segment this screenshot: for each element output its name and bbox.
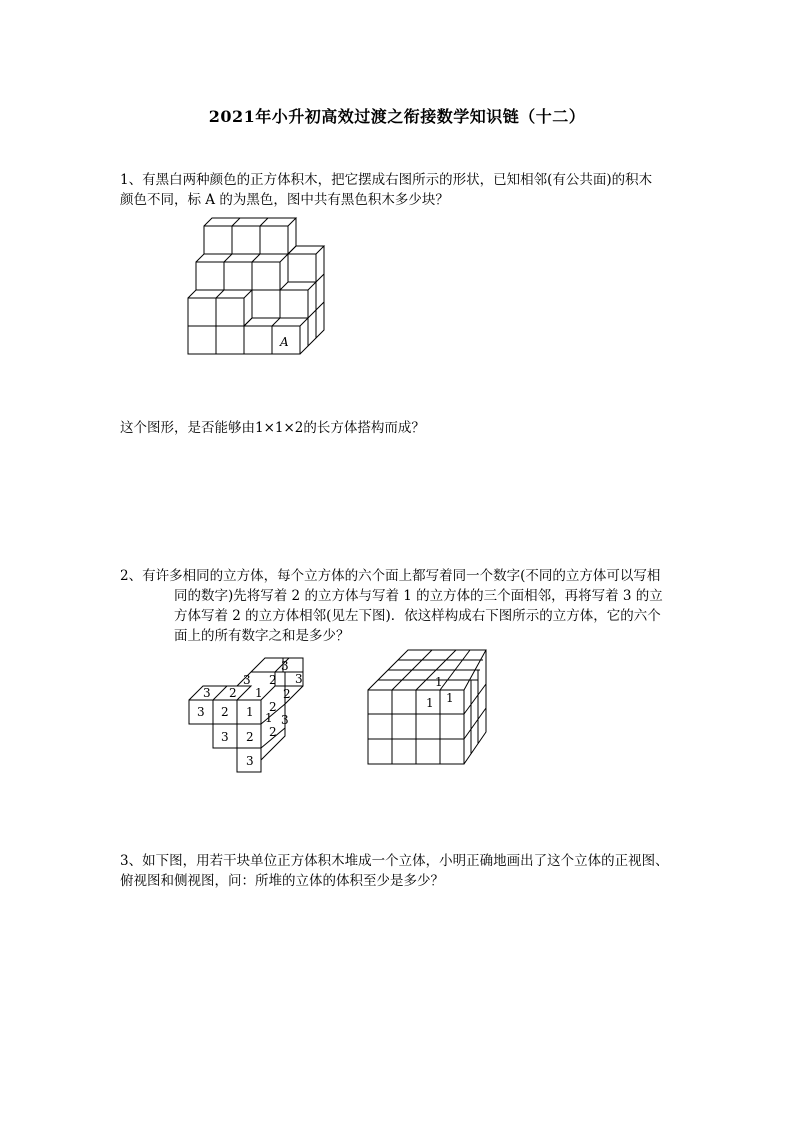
top-tier-cubes bbox=[204, 218, 296, 254]
face-number: 1 bbox=[426, 696, 434, 710]
question-2 bbox=[120, 566, 680, 646]
face-number: 3 bbox=[221, 730, 229, 744]
question-1 bbox=[120, 170, 680, 210]
page-title: 2021年小升初高效过渡之衔接数学知识链（十二） bbox=[208, 107, 586, 126]
question-2-line-3: 方体写着 2 的立方体相邻(见左下图)．依这样构成右下图所示的立方体，它的六个 bbox=[174, 608, 661, 624]
stacked-cubes-figure bbox=[180, 212, 340, 362]
face-number: 2 bbox=[229, 686, 237, 700]
question-3-line-2: 俯视图和侧视图，问：所堆的立体的体积至少是多少？ bbox=[120, 873, 444, 889]
face-number: 2 bbox=[269, 673, 277, 687]
question-2-line-4: 面上的所有数字之和是多少？ bbox=[174, 628, 350, 644]
face-number: 1 bbox=[446, 691, 454, 705]
face-number: 3 bbox=[281, 713, 289, 727]
face-number: 3 bbox=[295, 672, 303, 686]
question-2-line-2: 同的数字)先将写着 2 的立方体与写着 1 的立方体的三个面相邻，再将写着 3 的立 bbox=[174, 588, 663, 604]
face-number: 2 bbox=[221, 705, 229, 719]
face-number: 1 bbox=[255, 686, 263, 700]
face-number: 2 bbox=[283, 687, 291, 701]
question-3-line-1: 3、如下图，用若干块单位正方体积木堆成一个立体，小明正确地画出了这个立体的正视图、 bbox=[120, 853, 669, 869]
cube-label-a: A bbox=[280, 335, 289, 349]
face-number: 3 bbox=[197, 705, 205, 719]
face-number: 3 bbox=[281, 659, 289, 673]
face-number: 3 bbox=[203, 686, 211, 700]
bottom-tier-cubes bbox=[188, 302, 324, 354]
large-cube-figure bbox=[364, 646, 490, 768]
face-number: 2 bbox=[269, 700, 277, 714]
face-number: 1 bbox=[435, 675, 443, 689]
face-number: 3 bbox=[243, 673, 251, 687]
number-cubes-figure bbox=[184, 656, 318, 780]
face-number: 2 bbox=[246, 730, 254, 744]
face-number: 1 bbox=[246, 705, 254, 719]
question-2-line-1: 2、有许多相同的立方体，每个立方体的六个面上都写着同一个数字(不同的立方体可以写相 bbox=[120, 568, 661, 584]
face-number: 1 bbox=[265, 711, 273, 725]
question-1-follow-up: 这个图形，是否能够由1×1×2的长方体搭构而成？ bbox=[120, 420, 425, 436]
question-1-line-2: 颜色不同，标 A 的为黑色，图中共有黑色积木多少块？ bbox=[120, 192, 449, 208]
face-number: 2 bbox=[269, 725, 277, 739]
question-1-line-1: 1、有黑白两种颜色的正方体积木，把它摆成右图所示的形状，已知相邻(有公共面)的积木 bbox=[120, 172, 653, 188]
face-number: 3 bbox=[246, 754, 254, 768]
question-3 bbox=[120, 851, 680, 891]
